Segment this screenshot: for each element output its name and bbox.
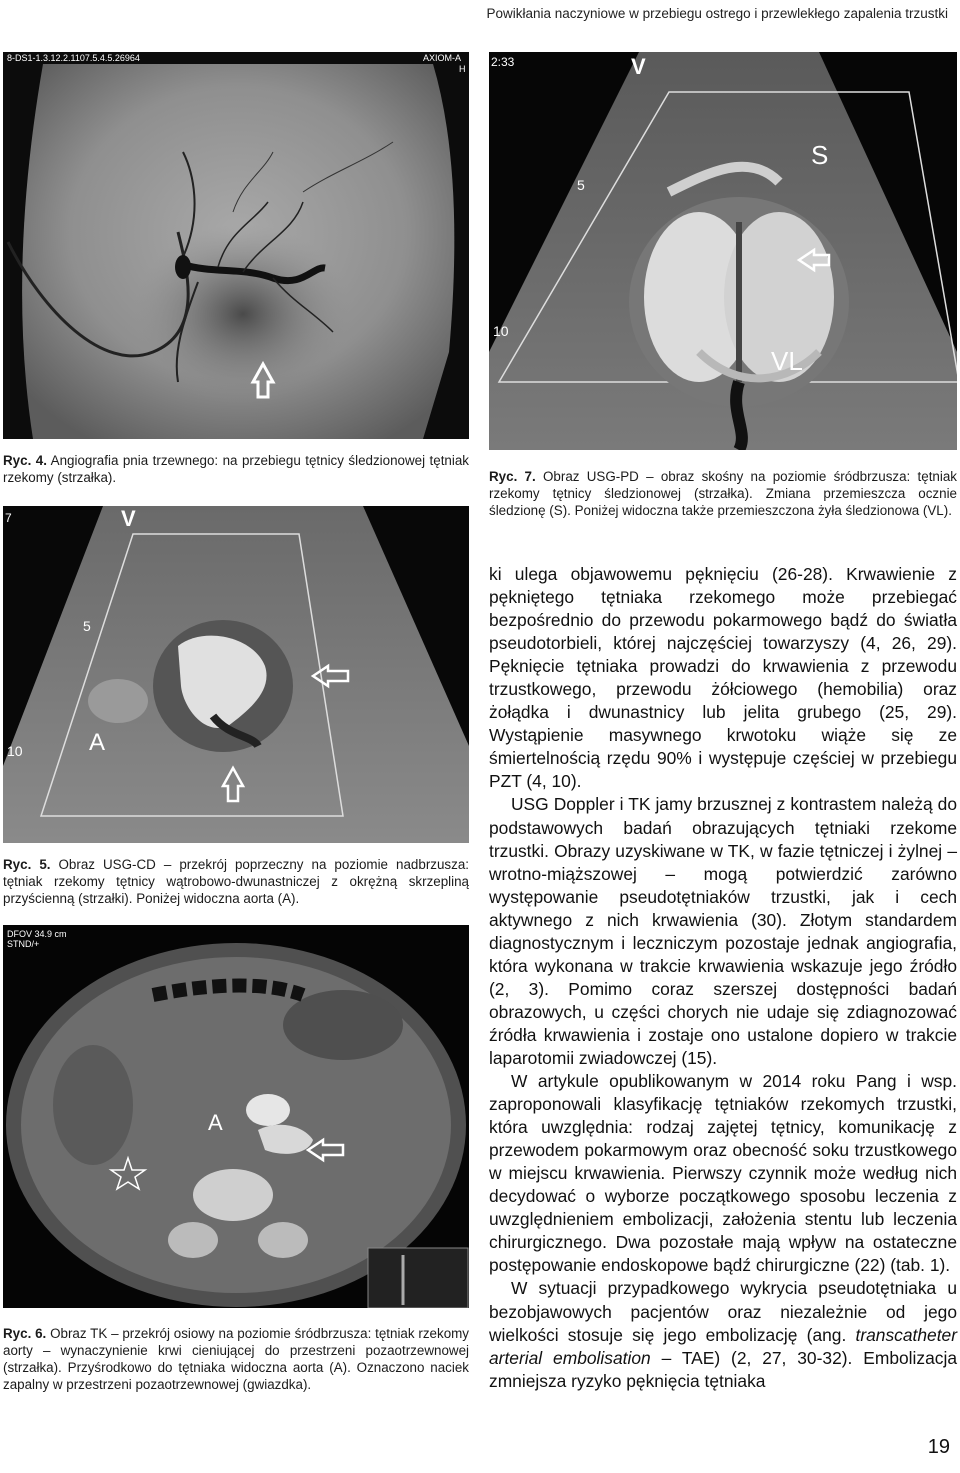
figure-6-ct-scan: [3, 925, 469, 1308]
paragraph-4-end: – TAE) (2, 27, 30-32). Embolizacja zmniejsza ryzyko pęknięcia tętniaka: [489, 1347, 958, 1391]
paragraph-2: USG Doppler i TK jamy brzusznej z kontrastem należą do podstawowych badań obrazujących tętniaki rzekome trzustki. Obrazy uzyskiwane w TK, w fazie tętniczej i żylnej – wrotno-miąższowej – mogą potwierdzić zarówno występowanie pseudotętniaków trzustki, jak i cech aktywnego z nich krwawienia (30). Złotym standardem diagnostycznym i leczniczym pozostaje jednak angiografia, która wykonana w trakcie krwawienia wskazuje jego źródło (2, 3). Pomimo coraz szerszej dostępności badań obrazowych, u części chorych nie udaje się zdiagnozować źródła krwawienia i zostaje ono ustalone dopiero w trakcie laparotomii zwiadowczej (15).: [489, 794, 957, 1068]
figure-5-caption: [3, 856, 469, 907]
ct-overlay-stnd: STND/+: [7, 939, 40, 949]
ct-axial-image: [3, 925, 469, 1308]
figure-4-angiography: [3, 52, 469, 439]
figure-7-ultrasound: [489, 52, 957, 450]
usg5-label-7: 7: [5, 511, 12, 525]
usg7-overlay-time: 2:33: [491, 55, 515, 69]
ultrasound-colour-doppler-image: [3, 506, 469, 843]
paragraph-4: [489, 1277, 957, 1392]
caption-text: Obraz USG-PD – obraz skośny na poziomie śródbrzusza: tętniak rzekomy tętnicy śledzionowej (strzałka). Zmiana przemieszcza ocznie śledzionę (S). Poniżej widoczna także przemieszczona żyła śledzionowa (VL).: [489, 469, 957, 518]
usg7-label-s: S: [811, 140, 829, 170]
running-head: Powikłania naczyniowe w przebiegu ostrego i przewlekłego zapalenia trzustki: [486, 6, 948, 21]
ct-overlay-dfov: DFOV 34.9 cm: [7, 929, 67, 939]
usg7-scale-5: 5: [577, 177, 585, 193]
usg5-label-a: A: [89, 729, 106, 756]
usg7-scale-10: 10: [493, 323, 509, 339]
body-text-column: [489, 563, 957, 1393]
ct-label-a: A: [208, 1110, 223, 1135]
figure-6-caption: [3, 1325, 469, 1393]
figure-5-ultrasound: [3, 506, 469, 843]
paragraph-1: ki ulega objawowemu pęknięciu (26-28). Krwawienie z pękniętego tętniaka rzekomego może przebiegać bezpośrednio do przewodu pokarmowego bądź do światła pseudotorbieli, której najczęściej towarzyszy (4, 26, 29). Pęknięcie tętniaka prowadzi do krwawienia z przewodu trzustkowego, przewodu żółciowego (hemobilia) oraz żołądka i dwunastnicy lub jelita grubego (25, 29). Wystąpienie masywnego krwotoku wiąże się ze śmiertelnością rzędu 90% i występuje częściej w przebiegu PZT (4, 10).: [489, 564, 957, 792]
caption-text: Obraz USG-CD – przekrój poprzeczny na poziomie nadbrzusza: tętniak rzekomy tętnicy wątrobowo-dwunastniczej z okrężną skrzepliną przyścienną (strzałki). Poniżej widoczna aorta (A).: [3, 857, 469, 906]
usg5-scale-5: 5: [83, 618, 91, 634]
ultrasound-doppler-image: [489, 52, 957, 450]
usg7-label-v: V: [631, 54, 646, 79]
figure-7-caption: [489, 468, 957, 519]
caption-label: Ryc. 4.: [3, 453, 47, 468]
paragraph-3: W artykule opublikowanym w 2014 roku Pang i wsp. zaproponowali klasyfikację tętniaków rzekomych trzustki, która uwzględnia: rodzaj zajętej tętnicy, komunikację z przewodem pokarmowym oraz obecność soku trzustkowego w miejscu krwawienia. Pierwszy czynnik może według nich decydować o wyborze początkowego sposobu leczenia z uwzględnieniem embolizacji, założenia stentu lub leczenia chirurgicznego. Dwa pozostałe mają wpływ na ostateczne postępowanie endoskopowe bądź chirurgiczne (22) (tab. 1).: [489, 1071, 957, 1276]
page-number: 19: [927, 1436, 950, 1458]
paragraph-4-start: W sytuacji przypadkowego wykrycia pseudotętniaka u bezobjawowych pacjentów oraz niezależnie od jego wielkości stosuje się jego embolizację (ang.: [489, 1278, 957, 1345]
usg5-scale-10: 10: [7, 743, 23, 759]
usg7-label-vl: VL: [771, 346, 803, 376]
angio-overlay-right-1: AXIOM-A: [423, 53, 462, 63]
paragraph-4-italic-term: transcatheter arterial embolisation: [489, 1324, 957, 1368]
caption-label: Ryc. 6.: [3, 1326, 47, 1341]
angiography-image: [3, 52, 469, 439]
figure-4-caption: [3, 452, 469, 486]
caption-label: Ryc. 5.: [3, 857, 51, 872]
caption-label: Ryc. 7.: [489, 469, 536, 484]
usg5-label-v: V: [121, 506, 136, 531]
caption-text: Angiografia pnia trzewnego: na przebiegu tętnicy śledzionowej tętniak rzekomy (strzałka).: [3, 453, 469, 485]
caption-text: Obraz TK – przekrój osiowy na poziomie śródbrzusza: tętniak rzekomy aorty – wynaczynienie krwi cieniującej do przestrzeni pozaotrzewnowej (strzałka). Przyśrodkowo do tętniaka widoczna aorta (A). Oznaczono naciek zapalny w przestrzeni pozaotrzewnowej (gwiazdka).: [3, 1326, 469, 1392]
angio-overlay-right-2: H: [459, 64, 466, 74]
angio-overlay-left: 8-DS1-1.3.12.2.1107.5.4.5.26964: [7, 53, 140, 63]
